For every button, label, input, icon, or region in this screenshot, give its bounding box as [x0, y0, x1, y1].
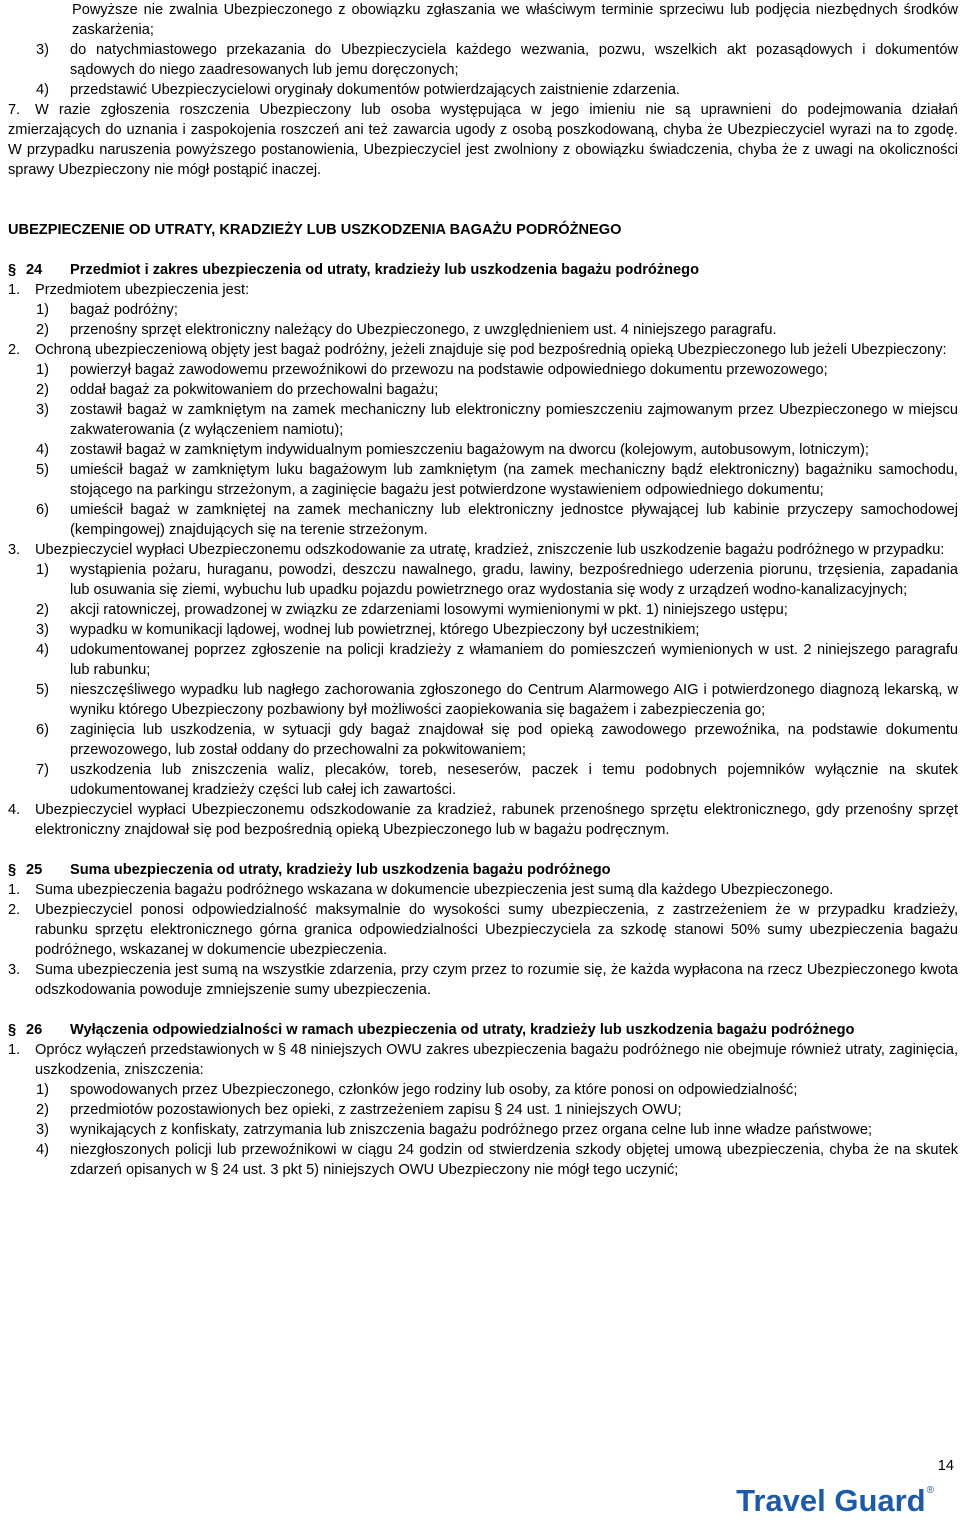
item-text: nieszczęśliwego wypadku lub nagłego zachorowania zgłoszonego do Centrum Alarmowego AIG i potwierdzonego diagnozą lekarską, w wyniku którego Ubezpieczony pozbawiony był możliwości zaopiekowania się bagażem i zabezpieczenia go;	[70, 682, 958, 718]
item-text: Ubezpieczyciel ponosi odpowiedzialność maksymalnie do wysokości sumy ubezpieczenia, z zastrzeżeniem że w przypadku kradzieży, rabunku sprzętu elektronicznego górna granica odpowiedzialności Ubezpieczyciela za szkodę stanowi 50% sumy ubezpieczenia bagażu podróżnego, wskazanej w dokumencie ubezpieczenia.	[35, 902, 958, 958]
section-title: Wyłączenia odpowiedzialności w ramach ubezpieczenia od utraty, kradzieży lub uszkodzenia bagażu podróżnego	[70, 1022, 855, 1038]
list-item	[8, 80, 958, 100]
item-text: uszkodzenia lub zniszczenia waliz, plecaków, toreb, neseserów, paczek i temu podobnych pojemników wyłącznie na skutek udokumentowanej kradzieży części lub całej ich zawartości.	[70, 762, 958, 798]
item-text: niezgłoszonych policji lub przewoźnikowi w ciągu 24 godzin od stwierdzenia szkody objętej umową ubezpieczenia, chyba że na skutek zdarzeń opisanych w § 24 ust. 3 pkt 5) niniejszych OWU Ubezpieczony nie mógł tego uczynić;	[70, 1142, 958, 1178]
paragraph-number: 2.	[8, 342, 21, 358]
item-number: 2)	[36, 1102, 49, 1118]
item-number: 4)	[36, 642, 49, 658]
list-item	[8, 500, 958, 540]
section-number: 24	[26, 262, 43, 278]
item-number: 3)	[36, 622, 49, 638]
list-item	[8, 560, 958, 600]
item-text: wynikających z konfiskaty, zatrzymania lub zniszczenia bagażu podróżnego przez organa celne lub inne władze państwowe;	[70, 1122, 873, 1138]
paragraph-4	[8, 800, 958, 840]
item-number: 4)	[36, 1142, 49, 1158]
item-text: umieścił bagaż w zamkniętej na zamek mechaniczny lub elektroniczny jednostce pływającej lub kabinie przyczepy samochodowej (kempingowej) znajdujących się na terenie strzeżonym.	[70, 502, 958, 538]
list-item	[8, 600, 958, 620]
section-heading: UBEZPIECZENIE OD UTRATY, KRADZIEŻY LUB USZKODZENIA BAGAŻU PODRÓŻNEGO	[8, 222, 622, 238]
paragraph-text: W razie zgłoszenia roszczenia Ubezpieczony lub osoba występująca w jego imieniu nie są uprawnieni do podejmowania działań zmierzających do uznania i zaspokojenia roszczeń ani też zawarcia ugody z osobą poszkodowaną, chyba że Ubezpieczyciel wyrazi na to zgodę. W przypadku naruszenia powyższego postanowienia, Ubezpieczyciel jest zwolniony z obowiązku świadczenia, chyba że z uwagi na okoliczności sprawy Ubezpieczony nie mógł postąpić inaczej.	[8, 102, 958, 178]
item-number: 1)	[36, 1082, 49, 1098]
item-text: udokumentowanej poprzez zgłoszenie na policji kradzieży z włamaniem do pomieszczeń wymienionych w ust. 2 niniejszego paragrafu lub rabunku;	[70, 642, 958, 678]
item-number: 4)	[36, 82, 49, 98]
list-item	[8, 720, 958, 760]
item-number: 7)	[36, 762, 49, 778]
section-title: Przedmiot i zakres ubezpieczenia od utraty, kradzieży lub uszkodzenia bagażu podróżnego	[70, 262, 700, 278]
paragraph-1	[8, 1040, 958, 1080]
paragraph-sign: §	[8, 262, 17, 278]
item-text: Suma ubezpieczenia jest sumą na wszystkie zdarzenia, przy czym przez to rozumie się, że każda wypłacona na rzecz Ubezpieczonego kwota odszkodowania powoduje zmniejszenie sumy ubezpieczenia.	[35, 962, 958, 998]
item-text: do natychmiastowego przekazania do Ubezpieczyciela każdego wezwania, pozwu, wszelkich akt pozasądowych i dokumentów sądowych do niego zaadresowanych lub jemu doręczonych;	[70, 42, 958, 78]
item-number: 1)	[36, 562, 49, 578]
item-text: bagaż podróżny;	[70, 302, 178, 318]
list-item	[8, 900, 958, 960]
item-number: 1.	[8, 882, 21, 898]
list-item	[8, 1100, 958, 1120]
item-number: 6)	[36, 722, 49, 738]
list-item	[8, 380, 958, 400]
paragraph-7	[8, 100, 958, 180]
item-text: Suma ubezpieczenia bagażu podróżnego wskazana w dokumencie ubezpieczenia jest sumą dla każdego Ubezpieczonego.	[35, 882, 834, 898]
item-number: 3)	[36, 1122, 49, 1138]
paragraph-3	[8, 540, 958, 560]
item-text: spowodowanych przez Ubezpieczonego, członków jego rodziny lub osoby, za które ponosi on odpowiedzialność;	[70, 1082, 798, 1098]
list-item	[8, 400, 958, 440]
list-item	[8, 460, 958, 500]
item-text: przenośny sprzęt elektroniczny należący do Ubezpieczonego, z uwzględnieniem ust. 4 niniejszego paragrafu.	[70, 322, 777, 338]
list-item	[8, 640, 958, 680]
item-text: wypadku w komunikacji lądowej, wodnej lub powietrznej, którego Ubezpieczony był uczestnikiem;	[70, 622, 700, 638]
list-item	[8, 440, 958, 460]
item-text: akcji ratowniczej, prowadzonej w związku ze zdarzeniami losowymi wymienionymi w pkt. 1) niniejszego ustępu;	[70, 602, 788, 618]
item-text: przedmiotów pozostawionych bez opieki, z zastrzeżeniem zapisu § 24 ust. 1 niniejszych OWU;	[70, 1102, 682, 1118]
list-item	[8, 760, 958, 800]
paragraph-continuation: Powyższe nie zwalnia Ubezpieczonego z obowiązku zgłaszania we właściwym terminie sprzeciwu lub podjęcia niezbędnych środków zaskarżenia;	[72, 2, 958, 38]
item-text: umieścił bagaż w zamkniętym luku bagażowym lub zamkniętym (na zamek mechaniczny bądź elektroniczny) bagażniku samochodu, stojącego na parkingu strzeżonym, a zaginięcie bagażu jest potwierdzone wystawieniem odpowiedniego dokumentu;	[70, 462, 958, 498]
page-number: 14	[937, 1458, 954, 1474]
item-number: 2)	[36, 322, 49, 338]
paragraph-number: 1.	[8, 282, 21, 298]
section-26-title	[8, 1020, 958, 1040]
paragraph-number: 4.	[8, 802, 21, 818]
list-item	[8, 360, 958, 380]
item-text: wystąpienia pożaru, huraganu, powodzi, deszczu nawalnego, gradu, lawiny, bezpośredniego uderzenia piorunu, trzęsienia, zapadania lub osuwania się ziemi, wybuchu lub upadku pojazdu powietrznego oraz wydostania się wody z urządzeń wodno-kanalizacyjnych;	[70, 562, 958, 598]
document-page	[8, 0, 958, 1180]
item-number: 1)	[36, 302, 49, 318]
item-number: 3.	[8, 962, 21, 978]
paragraph-number: 7.	[8, 102, 21, 118]
paragraph-sign: §	[8, 862, 17, 878]
paragraph-number: 3.	[8, 542, 21, 558]
paragraph-2	[8, 340, 958, 360]
item-text: zaginięcia lub uszkodzenia, w sytuacji gdy bagaż znajdował się pod opieką zawodowego przewoźnika, na podstawie dokumentu przewozowego, lub został oddany do przechowalni za pokwitowaniem;	[70, 722, 958, 758]
paragraph-text: Ubezpieczyciel wypłaci Ubezpieczonemu odszkodowanie za utratę, kradzież, zniszczenie lub uszkodzenie bagażu podróżnego w przypadku:	[35, 542, 945, 558]
item-number: 3)	[36, 402, 49, 418]
item-number: 2.	[8, 902, 21, 918]
paragraph-text: Ubezpieczyciel wypłaci Ubezpieczonemu odszkodowanie za kradzież, rabunek przenośnego sprzętu elektronicznego, gdy przenośny sprzęt elektroniczny znajdował się pod bezpośrednią opieką Ubezpieczonego lub w bagażu podręcznym.	[35, 802, 958, 838]
paragraph-1	[8, 280, 958, 300]
list-item	[8, 1120, 958, 1140]
logo-text: Travel Guard	[736, 1483, 926, 1518]
paragraph-text: Przedmiotem ubezpieczenia jest:	[35, 282, 250, 298]
item-number: 1)	[36, 362, 49, 378]
section-25-title	[8, 860, 958, 880]
list-item	[8, 1140, 958, 1180]
travel-guard-logo	[736, 1484, 934, 1518]
paragraph-text: Oprócz wyłączeń przedstawionych w § 48 niniejszych OWU zakres ubezpieczenia bagażu podróżnego nie obejmuje również utraty, zaginięcia, uszkodzenia, zniszczenia:	[35, 1042, 958, 1078]
item-text: powierzył bagaż zawodowemu przewoźnikowi do przewozu na podstawie odpowiedniego dokumentu przewozowego;	[70, 362, 828, 378]
list-item	[8, 300, 958, 320]
item-number: 3)	[36, 42, 49, 58]
item-number: 6)	[36, 502, 49, 518]
list-item	[8, 880, 958, 900]
list-item	[8, 620, 958, 640]
section-title: Suma ubezpieczenia od utraty, kradzieży lub uszkodzenia bagażu podróżnego	[70, 862, 611, 878]
item-number: 5)	[36, 462, 49, 478]
paragraph-sign: §	[8, 1022, 17, 1038]
list-item	[8, 680, 958, 720]
list-item	[8, 40, 958, 80]
section-24-title	[8, 260, 958, 280]
paragraph-number: 1.	[8, 1042, 21, 1058]
list-item	[8, 320, 958, 340]
item-number: 2)	[36, 602, 49, 618]
item-number: 5)	[36, 682, 49, 698]
item-text: oddał bagaż za pokwitowaniem do przechowalni bagażu;	[70, 382, 439, 398]
item-text: zostawił bagaż w zamkniętym na zamek mechaniczny lub elektroniczny pomieszczeniu zajmowanym przez Ubezpieczonego w miejscu zakwaterowania (z wyłączeniem namiotu);	[70, 402, 958, 438]
item-number: 2)	[36, 382, 49, 398]
registered-mark-icon: ®	[926, 1485, 934, 1496]
paragraph-text: Ochroną ubezpieczeniową objęty jest bagaż podróżny, jeżeli znajduje się pod bezpośrednią opieką Ubezpieczonego lub jeżeli Ubezpieczony:	[35, 342, 947, 358]
item-text: przedstawić Ubezpieczycielowi oryginały dokumentów potwierdzających zaistnienie zdarzenia.	[70, 82, 680, 98]
list-item	[8, 1080, 958, 1100]
item-number: 4)	[36, 442, 49, 458]
item-text: zostawił bagaż w zamkniętym indywidualnym pomieszczeniu bagażowym na dworcu (kolejowym, autobusowym, lotniczym);	[70, 442, 869, 458]
list-item	[8, 960, 958, 1000]
section-number: 25	[26, 862, 43, 878]
section-number: 26	[26, 1022, 43, 1038]
